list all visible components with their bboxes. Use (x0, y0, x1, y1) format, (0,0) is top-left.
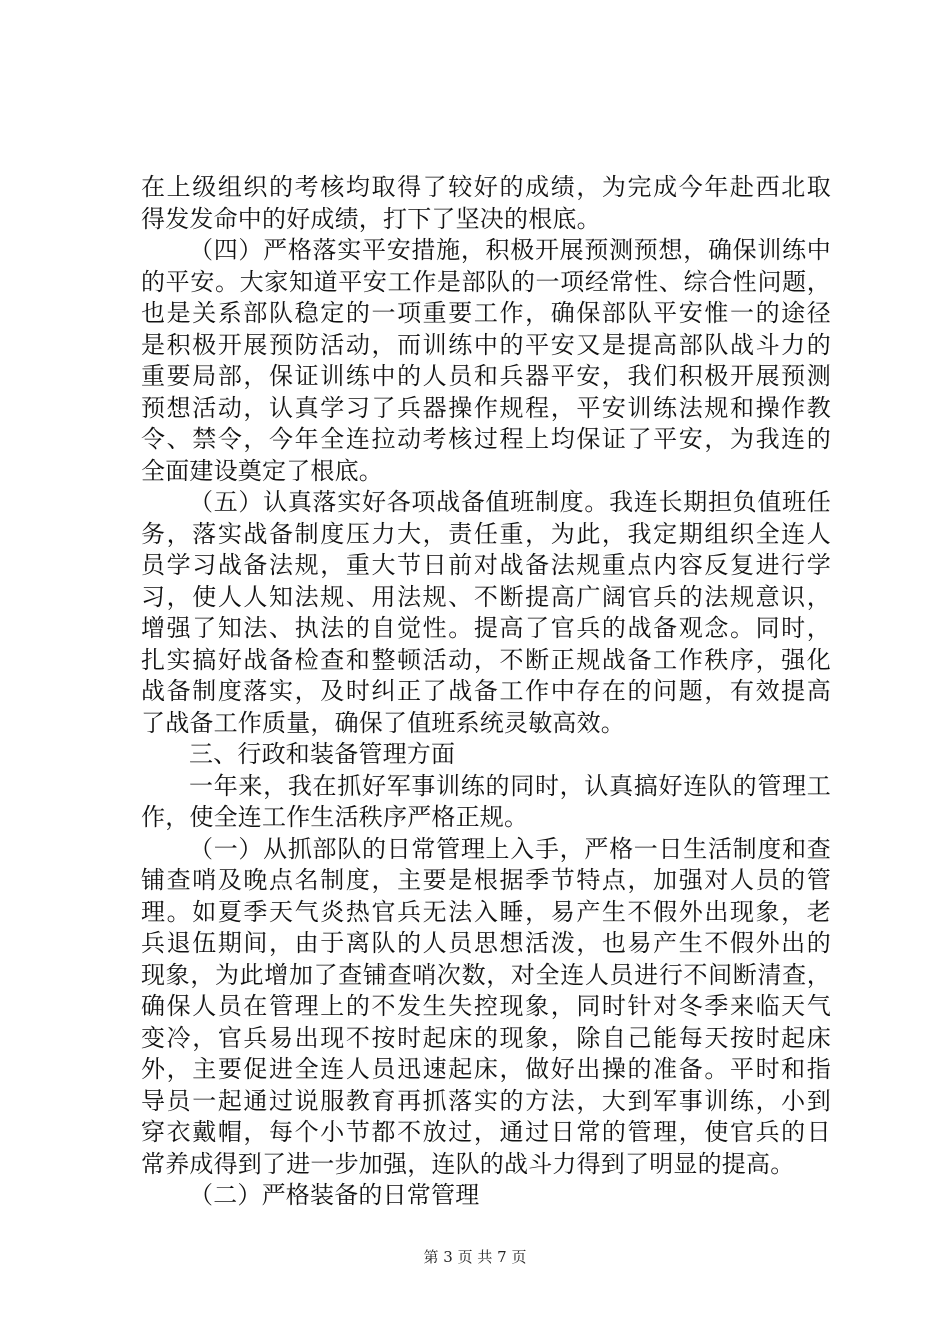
text-line: 在上级组织的考核均取得了较好的成绩，为完成今年赴西北取 (141, 173, 831, 201)
text-line: 理。如夏季天气炎热官兵无法入睡，易产生不假外出现象，老 (141, 897, 831, 926)
text-line: 增强了知法、执法的自觉性。提高了官兵的战备观念。同时， (141, 614, 831, 642)
text-line: 外，主要促进全连人员迅速起床，做好出操的准备。平时和指 (141, 1055, 831, 1083)
text-line: 的平安。大家知道平安工作是部队的一项经常性、综合性问题， (141, 267, 831, 296)
text-line: 现象，为此增加了查铺查哨次数，对全连人员进行不间断清查， (141, 960, 831, 989)
text-line: 常养成得到了进一步加强，连队的战斗力得到了明显的提高。 (141, 1149, 795, 1178)
text-line: （五）认真落实好各项战备值班制度。我连长期担负值班任 (189, 488, 831, 516)
body-text (141, 172, 831, 1212)
text-line: 令、禁令，今年全连拉动考核过程上均保证了平安，为我连的 (141, 425, 831, 453)
text-line: 穿衣戴帽，每个小节都不放过，通过日常的管理，使官兵的日 (141, 1118, 831, 1146)
text-line: 扎实搞好战备检查和整顿活动，不断正规战备工作秩序，强化 (141, 645, 831, 674)
text-line: 预想活动，认真学习了兵器操作规程，平安训练法规和操作教 (141, 393, 831, 422)
text-line: 是积极开展预防活动，而训练中的平安又是提高部队战斗力的 (141, 330, 831, 359)
text-line: 习，使人人知法规、用法规、不断提高广阔官兵的法规意识， (141, 582, 831, 611)
text-line: 三、行政和装备管理方面 (189, 740, 456, 768)
page-footer: 第 3 页 共 7 页 (423, 1248, 527, 1266)
text-line: 变冷，官兵易出现不按时起床的现象，除自己能每天按时起床 (141, 1023, 831, 1052)
text-line: （四）严格落实平安措施，积极开展预测预想，确保训练中 (189, 236, 831, 264)
text-line: 一年来，我在抓好军事训练的同时，认真搞好连队的管理工 (189, 771, 831, 800)
text-line: 得发发命中的好成绩，打下了坚决的根底。 (141, 204, 601, 233)
text-line: （一）从抓部队的日常管理上入手，严格一日生活制度和查 (189, 834, 831, 863)
text-line: （二）严格装备的日常管理 (189, 1181, 480, 1209)
text-line: 重要局部，保证训练中的人员和兵器平安，我们积极开展预测 (141, 362, 831, 390)
text-line: 全面建设奠定了根底。 (141, 456, 383, 485)
text-line: 了战备工作质量，确保了值班系统灵敏高效。 (141, 708, 625, 737)
text-line: 导员一起通过说服教育再抓落实的方法，大到军事训练，小到 (141, 1086, 831, 1115)
text-line: 务，落实战备制度压力大，责任重，为此，我定期组织全连人 (141, 519, 831, 548)
text-line: 员学习战备法规，重大节日前对战备法规重点内容反复进行学 (141, 551, 831, 579)
text-line: 作，使全连工作生活秩序严格正规。 (141, 803, 529, 831)
text-line: 确保人员在管理上的不发生失控现象，同时针对冬季来临天气 (141, 992, 831, 1020)
text-line: 兵退伍期间，由于离队的人员思想活泼，也易产生不假外出的 (141, 929, 831, 957)
text-line: 战备制度落实，及时纠正了战备工作中存在的问题，有效提高 (141, 677, 831, 705)
text-line: 铺查哨及晚点名制度，主要是根据季节特点，加强对人员的管 (141, 866, 831, 894)
text-line: 也是关系部队稳定的一项重要工作，确保部队平安惟一的途径 (141, 299, 831, 327)
